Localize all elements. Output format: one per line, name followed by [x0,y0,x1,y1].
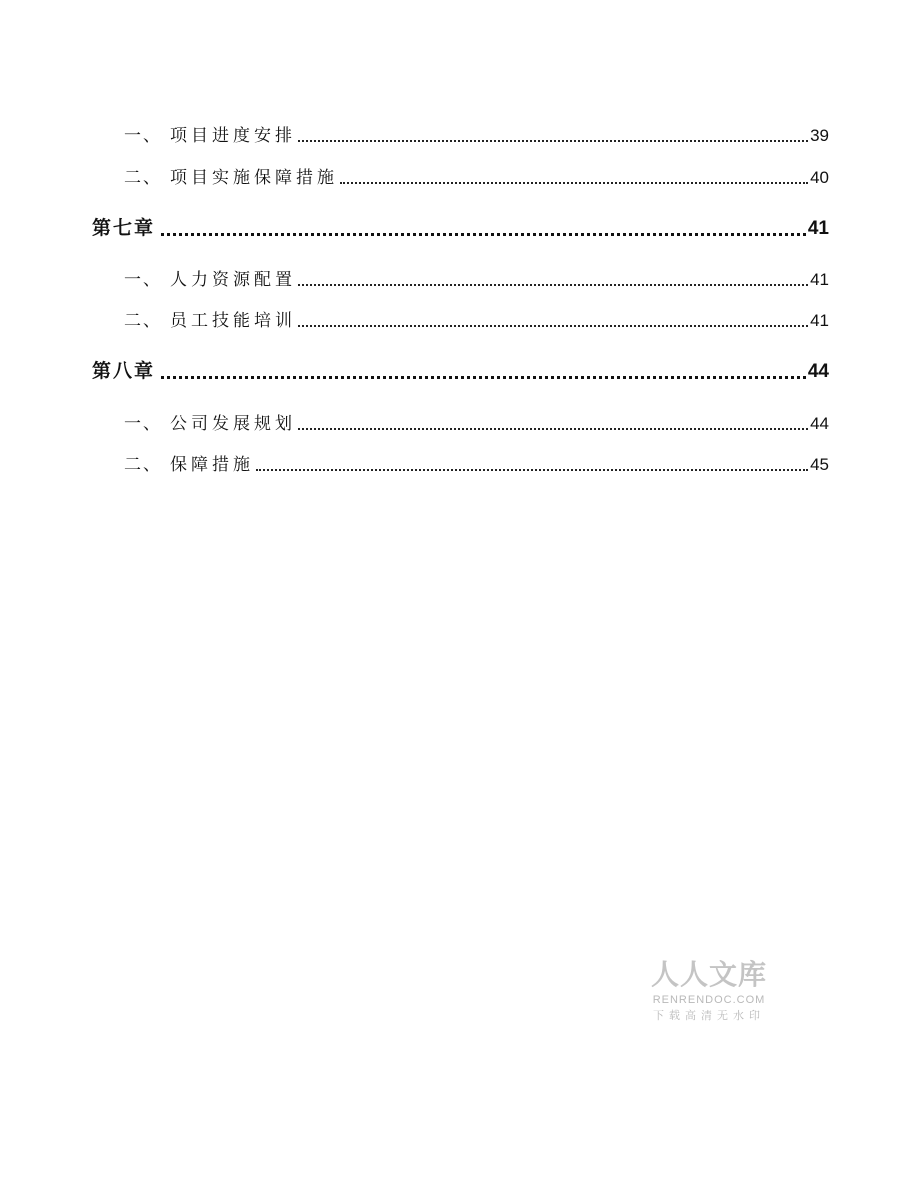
dot-leader [256,469,808,471]
toc-number: 二、 [124,311,162,331]
toc-number: 一、 [124,126,162,146]
toc-page-number: 39 [810,126,829,145]
toc-entry-chapter[interactable] [92,357,829,383]
toc-page-number: 44 [807,361,829,382]
toc-number: 一、 [124,270,162,290]
toc-page-number: 41 [807,218,829,239]
toc-entry-section[interactable] [124,164,829,188]
toc-title: 项目进度安排 [170,126,296,146]
toc-title: 项目实施保障措施 [170,168,338,188]
toc-page-number: 44 [810,414,829,433]
dot-leader [298,428,808,430]
toc-number: 二、 [124,168,162,188]
toc-title: 员工技能培训 [170,311,296,331]
toc-chapter-title: 第七章 [92,217,156,239]
toc-title: 保障措施 [170,455,254,475]
toc-entry-section[interactable] [124,266,829,290]
dot-leader [161,233,806,236]
toc-number: 一、 [124,414,162,434]
watermark-logo [646,958,772,1024]
dot-leader [298,140,808,142]
toc-number: 二、 [124,455,162,475]
toc-entry-chapter[interactable] [92,214,829,240]
toc-chapter-title: 第八章 [92,360,156,382]
toc-page-number: 41 [810,311,829,330]
dot-leader [340,182,808,184]
toc-entry-section[interactable] [124,307,829,331]
dot-leader [298,325,808,327]
watermark-tagline: 下载高清无水印 [653,1009,765,1022]
toc-page-number: 40 [810,168,829,187]
toc-page-number: 45 [810,455,829,474]
toc-title: 公司发展规划 [170,414,296,434]
watermark-url: RENRENDOC.COM [652,994,766,1006]
toc-entry-section[interactable] [124,410,829,434]
toc-entry-section[interactable] [124,122,829,146]
watermark-title: 人人文库 [650,958,767,991]
toc-title: 人力资源配置 [170,270,296,290]
dot-leader [161,376,806,379]
dot-leader [298,284,808,286]
toc-entry-section[interactable] [124,451,829,475]
toc-page-number: 41 [810,270,829,289]
